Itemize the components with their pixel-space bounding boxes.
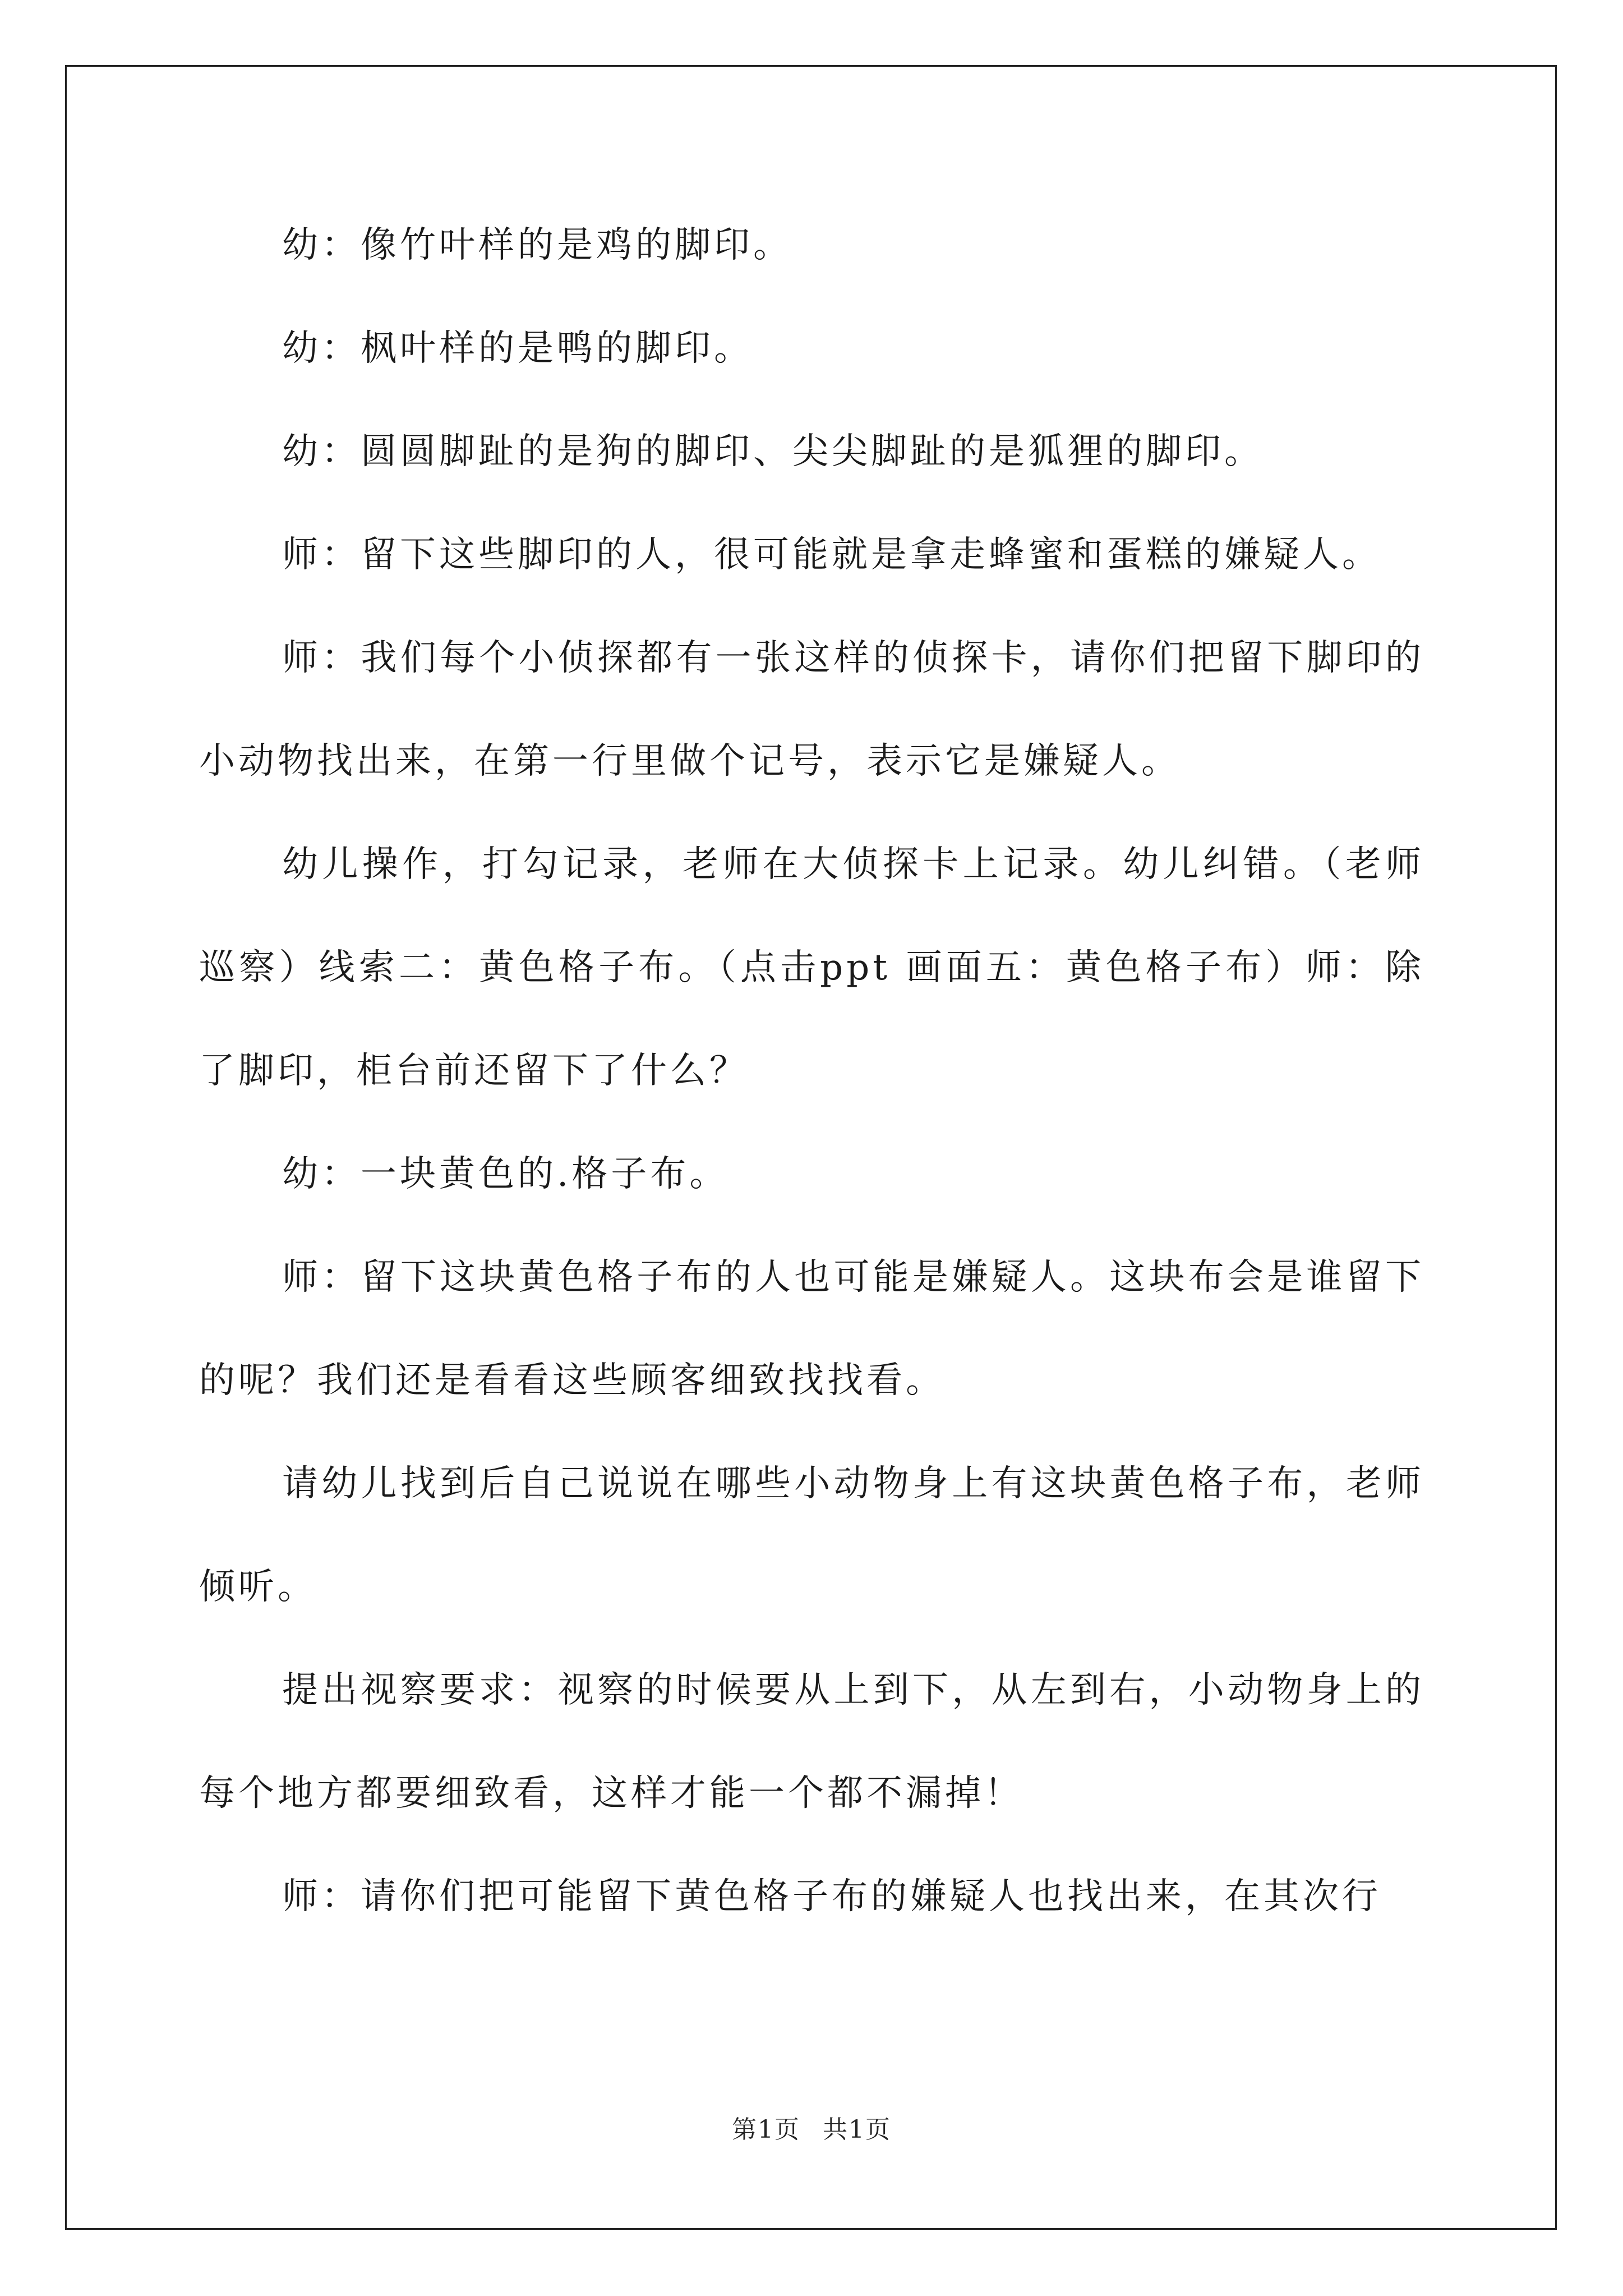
paragraph: 幼：像竹叶样的是鸡的脚印。 bbox=[282, 224, 792, 266]
document-body bbox=[199, 194, 1424, 1948]
page-total: 共1页 bbox=[823, 2115, 891, 2144]
paragraph: 提出视察要求：视察的时候要从上到下，从左到右，小动物身上的每个地方都要细致看，这样才能一个都不漏掉！ bbox=[199, 1669, 1424, 1814]
paragraph: 幼：枫叶样的是鸭的脚印。 bbox=[282, 328, 753, 369]
paragraph: 幼：一块黄色的.格子布。 bbox=[282, 1153, 729, 1195]
paragraph: 幼：圆圆脚趾的是狗的脚印、尖尖脚趾的是狐狸的脚印。 bbox=[282, 431, 1264, 472]
paragraph: 师：留下这些脚印的人，很可能就是拿走蜂蜜和蛋糕的嫌疑人。 bbox=[282, 534, 1381, 576]
paragraph: 师：我们每个小侦探都有一张这样的侦探卡，请你们把留下脚印的小动物找出来，在第一行里做个记号，表示它是嫌疑人。 bbox=[199, 637, 1424, 782]
paragraph: 师：请你们把可能留下黄色格子布的嫌疑人也找出来，在其次行 bbox=[282, 1876, 1381, 1917]
paragraph: 请幼儿找到后自己说说在哪些小动物身上有这块黄色格子布，老师倾听。 bbox=[199, 1463, 1424, 1608]
page-footer bbox=[0, 2109, 1623, 2145]
paragraph: 幼儿操作，打勾记录，老师在大侦探卡上记录。幼儿纠错。（老师巡察）线索二：黄色格子布。（点击ppt 画面五：黄色格子布）师：除了脚印，柜台前还留下了什么？ bbox=[199, 844, 1424, 1092]
paragraph: 师：留下这块黄色格子布的人也可能是嫌疑人。这块布会是谁留下的呢？我们还是看看这些顾客细致找找看。 bbox=[199, 1257, 1424, 1401]
page-number: 第1页 bbox=[732, 2115, 800, 2144]
